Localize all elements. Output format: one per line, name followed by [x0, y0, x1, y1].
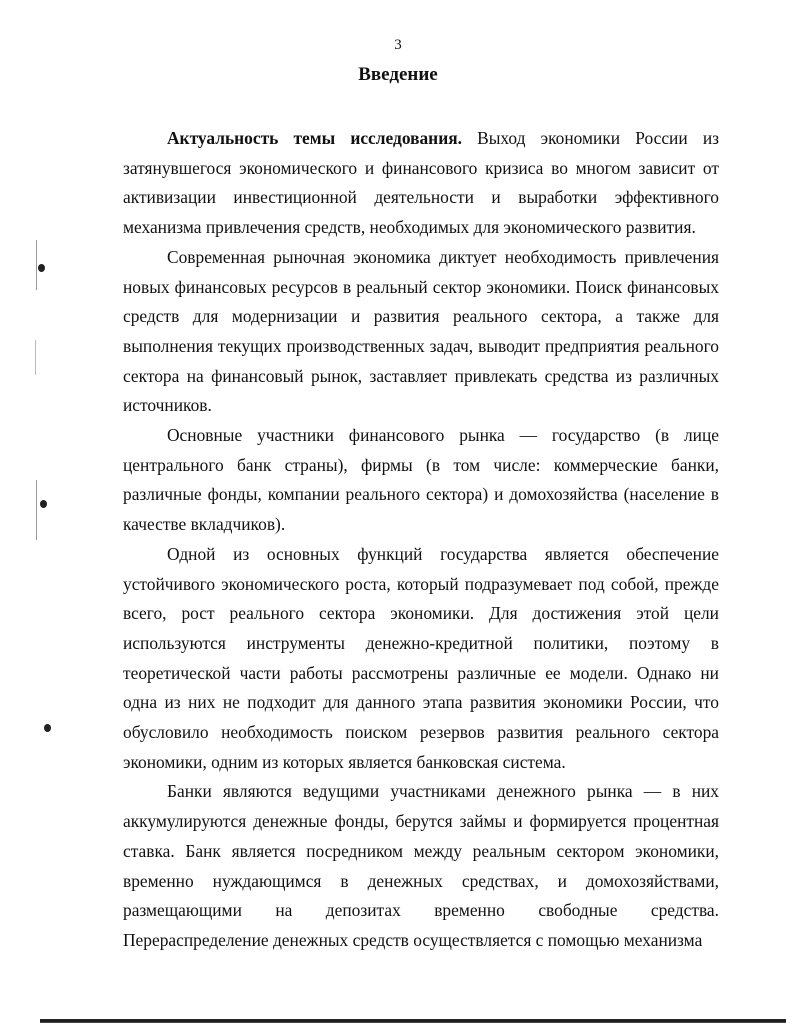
paragraph: Основные участники финансового рынка — государство (в лице центрального банк страны), фирмы (в том числе: коммерческие банки, различные фонды, компании реального сектора) и домохозяйства (население в качестве вкладчиков).	[123, 425, 719, 535]
page-number: 3	[394, 37, 402, 53]
scan-bottom-edge	[40, 1019, 786, 1023]
scan-dot-mark	[40, 500, 47, 508]
page-title: Введение	[358, 64, 438, 85]
paragraph: Одной из основных функций государства является обеспечение устойчивого экономического роста, который подразумевает под собой, прежде всего, рост реального сектора экономики. Для достижения этой цели используются инструменты денежно-кредитной политики, поэтому в теоретической части работы рассмотрены различные ее модели. Однако ни одна из них не подходит для данного этапа развития экономики России, что обусловило необходимость поиском резервов развития реального сектора экономики, одним из которых является банковская система.	[123, 543, 719, 772]
scan-margin-line	[35, 340, 36, 375]
paragraph-lead: Актуальность темы исследования.	[167, 128, 462, 148]
scan-dot-mark	[38, 264, 45, 272]
document-body	[123, 124, 719, 956]
paragraph-text: Выход экономики России из затянувшегося экономического и финансового кризиса во многом зависит от активизации инвестиционной деятельности и выработки эффективного механизма привлечения средств, необходимых для экономического развития.	[123, 128, 719, 238]
scan-dot-mark	[44, 724, 51, 732]
scan-margin-line	[36, 480, 37, 540]
paragraph: Современная рыночная экономика диктует необходимость привлечения новых финансовых ресурсов в реальный сектор экономики. Поиск финансовых средств для модернизации и развития реального сектора, а также для выполнения текущих производственных задач, выводит предприятия реального сектора на финансовый рынок, заставляет привлекать средства из различных источников.	[123, 246, 719, 416]
scan-margin-line	[36, 240, 37, 290]
paragraph	[123, 124, 719, 243]
paragraph: Банки являются ведущими участниками денежного рынка — в них аккумулируются денежные фонды, берутся займы и формируется процентная ставка. Банк является посредником между реальным сектором экономики, временно нуждающимся в денежных средствах, и домохозяйствами, размещающими на депозитах временно свободные средства. Перераспределение денежных средств осуществляется с помощью механизма	[123, 781, 719, 950]
